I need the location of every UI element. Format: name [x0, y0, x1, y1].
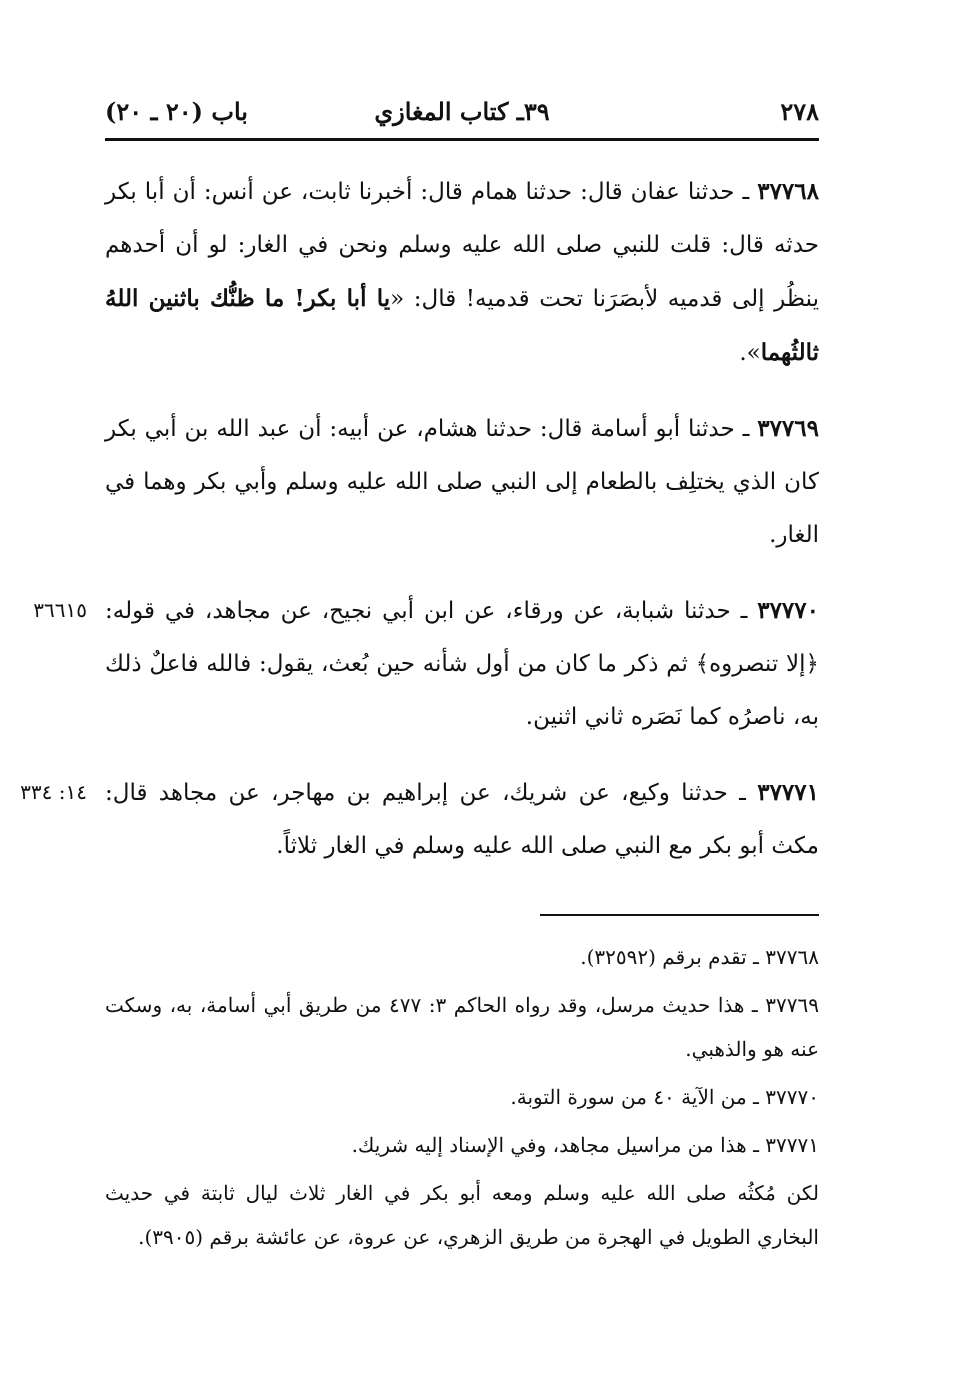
page-number: ٢٧٨	[780, 97, 819, 126]
footnote-text: ـ تقدم برقم (٣٢٥٩٢).	[580, 945, 766, 969]
book-title: ٣٩ـ كتاب المغازي	[374, 97, 550, 126]
hadith-paragraph	[105, 766, 819, 873]
hadith-entry	[33, 584, 819, 744]
hadith-text: ـ حدثنا شبابة، عن ورقاء، عن ابن أبي نجيح، عن مجاهد، في قوله: ﴿إلا تنصروه﴾ ثم ذكر ما كان من أول شأنه حين بُعث، يقول: فالله فاعلٌ ذلك به، ناصرُه كما نَصَره ثاني اثنين.	[105, 598, 819, 730]
footnote	[105, 935, 819, 979]
chapter-label: باب (٢٠ ـ ٢٠)	[105, 97, 248, 126]
footnote-continuation	[105, 1171, 819, 1259]
footnote-text: ـ هذا حديث مرسل، وقد رواه الحاكم ٣: ٤٧٧ من طريق أبي أسامة، به، وسكت عنه هو والذهبي.	[105, 993, 819, 1061]
hadith-text: ـ حدثنا عفان قال: حدثنا همام قال: أخبرنا ثابت، عن أنس: أن أبا بكر حدثه قال: قلت للنبي صلى الله عليه وسلم ونحن في الغار: لو أن أحدهم ينظُر إلى قدميه لأبصَرَنا تحت قدميه! قال: «	[105, 179, 819, 312]
hadith-entry	[20, 766, 819, 873]
hadith-paragraph	[105, 402, 819, 562]
footnote-number: ٣٧٧٧٠	[765, 1085, 819, 1109]
cross-reference: ١٤: ٣٣٤	[20, 780, 87, 804]
hadith-text-end: ».	[739, 340, 761, 366]
hadith-entry	[105, 165, 819, 380]
hadith-paragraph	[105, 165, 819, 380]
footnote	[105, 1123, 819, 1167]
footnote-text: ـ من الآية ٤٠ من سورة التوبة.	[510, 1085, 766, 1109]
hadith-entry	[105, 402, 819, 562]
footnote	[105, 1075, 819, 1119]
header-divider	[105, 138, 819, 141]
footnote-divider	[540, 914, 819, 916]
hadith-number: ٣٧٧٧١	[757, 779, 819, 806]
cross-reference: ٣٦٦١٥	[33, 598, 87, 622]
footnote-number: ٣٧٧٧١	[765, 1133, 819, 1157]
footnote	[105, 983, 819, 1071]
hadith-number: ٣٧٧٦٨	[757, 178, 819, 205]
footnote-text: ـ هذا من مراسيل مجاهد، وفي الإسناد إليه شريك.	[351, 1133, 766, 1157]
footnote-number: ٣٧٧٦٨	[765, 945, 819, 969]
hadith-text: ـ حدثنا وكيع، عن شريك، عن إبراهيم بن مهاجر، عن مجاهد قال: مكث أبو بكر مع النبي صلى الله عليه وسلم في الغار ثلاثاً.	[105, 780, 819, 859]
hadith-paragraph	[105, 584, 819, 744]
hadith-number: ٣٧٧٧٠	[757, 597, 819, 624]
main-text	[20, 165, 819, 895]
footnote-number: ٣٧٧٦٩	[765, 993, 819, 1017]
hadith-quote-bold: يا أبا بكر! ما ظنُّك باثنين اللهُ ثالثُهما	[105, 285, 819, 366]
footnote-text: لكن مُكثُه صلى الله عليه وسلم ومعه أبو بكر في الغار ثلاث ليال ثابتة في حديث البخاري الطويل في الهجرة من طريق الزهري، عن عروة، عن عائشة برقم (٣٩٠٥).	[105, 1181, 819, 1249]
hadith-text: ـ حدثنا أبو أسامة قال: حدثنا هشام، عن أبيه: أن عبد الله بن أبي بكر كان الذي يختلِف بالطعام إلى النبي صلى الله عليه وسلم وأبي بكر وهما في الغار.	[105, 416, 819, 548]
footnotes	[105, 935, 819, 1263]
page-header	[105, 92, 819, 136]
hadith-number: ٣٧٧٦٩	[757, 415, 819, 442]
